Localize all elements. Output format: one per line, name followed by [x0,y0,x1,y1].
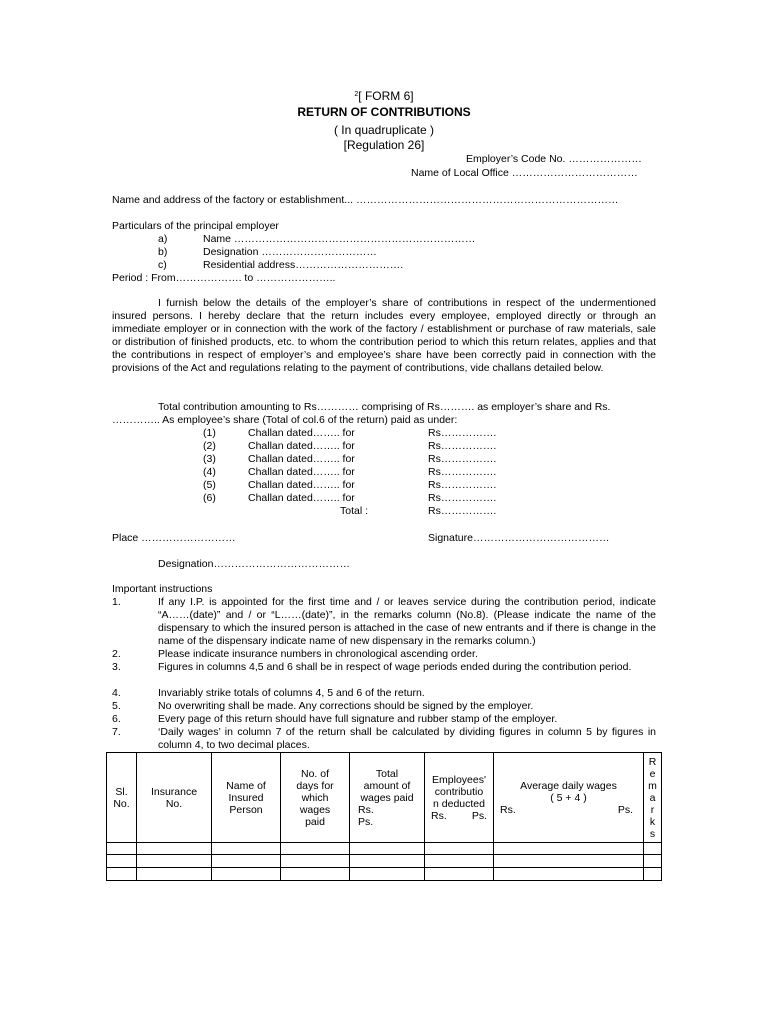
form-number [0,90,768,103]
instruction-number: 4. [112,687,121,699]
instruction-item [112,687,656,700]
instruction-number: 6. [112,713,121,725]
col-insured-name: Name of Insured Person [212,753,281,843]
challan-amount: Rs……………. [428,492,497,504]
instruction-text: Figures in columns 4,5 and 6 shall be in respect of wage periods ended during the contribution period. [158,661,632,673]
instruction-item [112,700,656,713]
declaration-paragraph: I furnish below the details of the employer’s share of contributions in respect of the undermentioned insured persons. I hereby declare that the return includes every employee, employed directly or through an immediate employer or in connection with the work of the factory / establishment or purchase of raw materials, sale or distribution of finished products, etc. to whom the contribution period to which this return relates, applies and that the contributions in respect of employer’s and employee’s share have been correctly paid in connection with the provisions of the Act and regulations relating to the payment of contributions, vide challans detailed below. [112,297,656,374]
instruction-number: 1. [112,596,121,608]
challan-amount: Rs……………. [428,440,497,452]
instruction-item [112,661,656,687]
principal-address-field: Residential address…………………………. [203,259,404,271]
col-sl-no: Sl. No. [107,753,137,843]
challan-number: (1) [203,427,216,439]
col-employee-contribution: Employees' contributio n deducted Rs. Ps. [425,753,494,843]
page-title: RETURN OF CONTRIBUTIONS [297,105,471,119]
instruction-text: Please indicate insurance numbers in chronological ascending order. [158,648,478,660]
period-field: Period : From………………. to ………………….. [112,272,336,284]
col-remarks: R e m a r k s [644,753,662,843]
col-days-paid: No. of days for which wages paid [281,753,350,843]
footnote-marker: 2 [354,91,359,98]
challan-label: Challan dated…….. for [248,479,355,491]
principal-name-field: Name …………………………………………………………… [203,233,476,245]
challan-amount: Rs……………. [428,479,497,491]
instruction-item [112,596,656,648]
instruction-text: No overwriting shall be made. Any corrections should be signed by the employer. [158,700,534,712]
table-row [107,868,662,881]
challan-number: (5) [203,479,216,491]
designation-field: Designation………………………………… [158,558,350,570]
instruction-text: Invariably strike totals of columns 4, 5 and 6 of the return. [158,687,425,699]
col-average-daily-wages: Average daily wages ( 5 + 4 ) Rs. Ps. [494,753,644,843]
challan-label: Challan dated…….. for [248,427,355,439]
regulation-ref: [Regulation 26] [343,138,425,152]
challan-label: Challan dated…….. for [248,440,355,452]
instruction-item [112,713,656,726]
instruction-text: ‘Daily wages’ in column 7 of the return shall be calculated by dividing figures in column 5 by figures in column 4, to two decimal places. [158,726,656,751]
total-label: Total : [340,505,369,517]
challan-label: Challan dated…….. for [248,453,355,465]
principal-employer-heading: Particulars of the principal employer [112,220,279,232]
challan-amount: Rs……………. [428,427,497,439]
challan-label: Challan dated…….. for [248,466,355,478]
instruction-text: Every page of this return should have full signature and rubber stamp of the employer. [158,713,558,725]
challan-number: (6) [203,492,216,504]
employee-share-line: ………….. As employee’s share (Total of col.6 of the return) paid as under: [112,414,458,426]
employer-code-field: Employer’s Code No. ………………… [466,153,642,165]
place-field: Place ……………………… [112,532,236,544]
col-insurance-no: Insurance No. [137,753,212,843]
challan-number: (4) [203,466,216,478]
principal-designation-field: Designation …………………………… [203,246,377,258]
instruction-number: 7. [112,726,121,738]
copies-note: ( In quadruplicate ) [333,123,435,137]
challan-amount: Rs……………. [428,466,497,478]
form-label: [ FORM 6] [358,89,414,103]
instructions-heading: Important instructions [112,583,213,595]
table-header-row [107,753,662,843]
return-table [106,752,662,881]
instruction-item [112,726,656,752]
challan-number: (3) [203,453,216,465]
total-contribution-line: Total contribution amounting to Rs………… comprising of Rs………. as employer’s share and Rs. [158,401,611,413]
principal-letter-c: c) [158,259,167,271]
principal-letter-b: b) [158,246,168,258]
instruction-number: 5. [112,700,121,712]
col-total-wages: Total amount of wages paid Rs. Ps. [350,753,425,843]
table-row [107,855,662,868]
table-row [107,843,662,855]
total-amount: Rs……………. [428,505,497,517]
challan-label: Challan dated…….. for [248,492,355,504]
instruction-number: 2. [112,648,121,660]
signature-field: Signature………………………………… [428,532,610,544]
principal-letter-a: a) [158,233,168,245]
challan-number: (2) [203,440,216,452]
local-office-field: Name of Local Office ……………………………… [411,167,638,179]
challan-amount: Rs……………. [428,453,497,465]
establishment-field: Name and address of the factory or establishment... ………………………………………………………………… [112,194,619,206]
instruction-number: 3. [112,661,121,673]
instruction-item [112,648,656,661]
instruction-text: If any I.P. is appointed for the first time and / or leaves service during the contribution period, indicate “A……(date)” and / or “L……(date)”, in the remarks column (No.8). (Please indicate the name of the dispensary to which the insured person is attached in the case of new entrants and if there is change in the name of the dispensary indicate name of new dispensary in the remarks column.) [158,596,656,647]
